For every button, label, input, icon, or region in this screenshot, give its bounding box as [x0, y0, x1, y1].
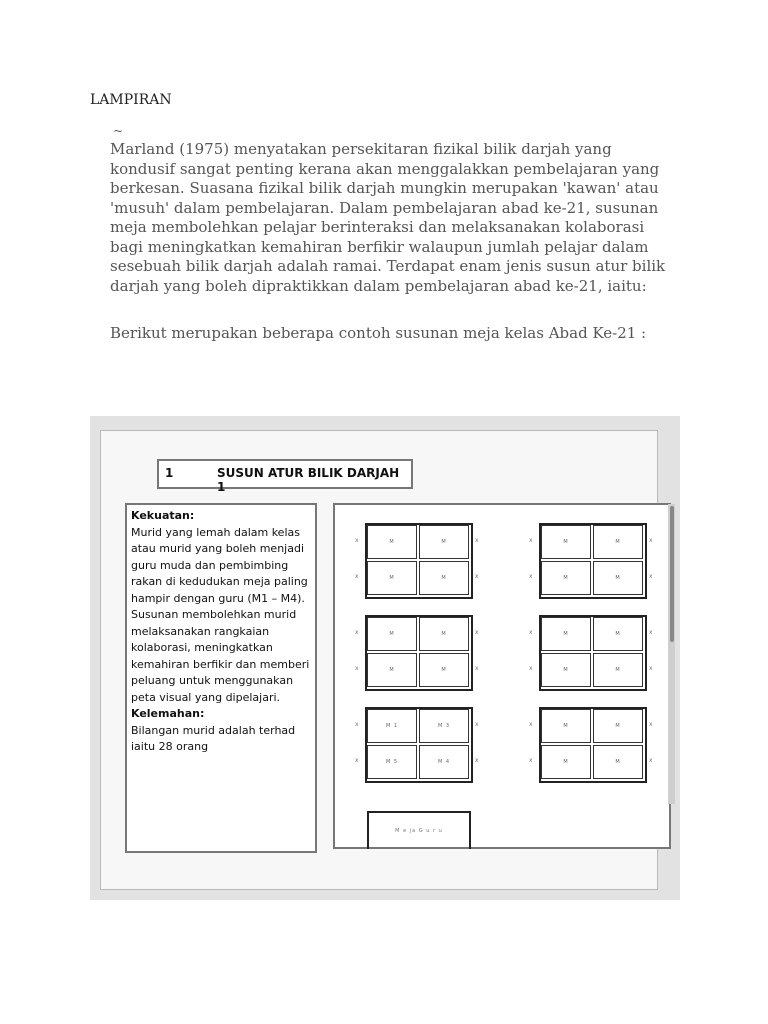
chair-mark: x: [529, 573, 533, 580]
desk-group: [365, 615, 473, 691]
student-seat: M: [419, 653, 469, 687]
chair-mark: x: [649, 757, 653, 764]
chair-mark: x: [475, 721, 479, 728]
figure-title-box: [157, 459, 413, 494]
strengths-text: Murid yang lemah dalam kelas atau murid yang boleh menjadi guru muda dan pembimbing rakan di kedudukan meja paling hampir dengan guru (M1 – M4). Susunan membolehkan murid melaksanakan rangkaian kolaborasi, meningkatkan kemahiran berfikir dan memberi peluang untuk menggunakan peta visual yang dipelajari.: [131, 525, 310, 704]
chair-mark: x: [475, 629, 479, 636]
student-seat: M: [541, 561, 591, 595]
figure-panel: [100, 430, 658, 890]
student-seat: M: [367, 525, 417, 559]
student-seat: M: [541, 617, 591, 651]
chair-mark: x: [355, 721, 359, 728]
student-seat: M 1: [367, 709, 417, 743]
desk-group: [539, 523, 647, 599]
chair-mark: x: [355, 573, 359, 580]
student-seat: M 4: [419, 745, 469, 779]
page-heading: LAMPIRAN: [90, 92, 172, 108]
chair-mark: x: [475, 573, 479, 580]
chair-mark: x: [529, 721, 533, 728]
student-seat: M 3: [419, 709, 469, 743]
strengths-label: Kekuatan:: [131, 509, 195, 522]
student-seat: M: [419, 525, 469, 559]
student-seat: M: [593, 653, 643, 687]
chair-mark: x: [355, 537, 359, 544]
intro-paragraph: Marland (1975) menyatakan persekitaran fizikal bilik darjah yang kondusif sangat penting kerana akan menggalakkan pembelajaran yang berkesan. Suasana fizikal bilik darjah mungkin merupakan 'kawan' atau 'musuh' dalam pembelajaran. Dalam pembelajaran abad ke-21, susunan meja membolehkan pelajar berinteraksi dan melaksanakan kolaborasi bagi meningkatkan kemahiran berfikir walaupun jumlah pelajar dalam sesebuah bilik darjah adalah ramai. Terdapat enam jenis susun atur bilik darjah yang boleh dipraktikkan dalam pembelajaran abad ke-21, iaitu:: [110, 140, 666, 295]
tilde-mark: ~: [113, 124, 124, 138]
description-box: [125, 503, 317, 853]
chair-mark: x: [649, 721, 653, 728]
student-seat: M: [419, 561, 469, 595]
student-seat: M: [367, 653, 417, 687]
student-seat: M: [541, 653, 591, 687]
classroom-plan: [333, 503, 671, 849]
layout-figure: [90, 416, 680, 900]
student-seat: M: [593, 561, 643, 595]
student-seat: M: [593, 709, 643, 743]
chair-mark: x: [649, 537, 653, 544]
weakness-text: Bilangan murid adalah terhad iaitu 28 orang: [131, 723, 296, 753]
figure-title: SUSUN ATUR BILIK DARJAH 1: [217, 466, 400, 494]
chair-mark: x: [529, 629, 533, 636]
chair-mark: x: [649, 629, 653, 636]
chair-mark: x: [649, 665, 653, 672]
student-seat: M 5: [367, 745, 417, 779]
student-seat: M: [367, 561, 417, 595]
chair-mark: x: [475, 665, 479, 672]
desk-group: [365, 707, 473, 783]
chair-mark: x: [649, 573, 653, 580]
scrollbar-thumb[interactable]: [670, 506, 674, 642]
chair-mark: x: [529, 757, 533, 764]
student-seat: M: [541, 525, 591, 559]
desk-group: [539, 707, 647, 783]
desk-group: [365, 523, 473, 599]
student-seat: M: [593, 745, 643, 779]
chair-mark: x: [475, 757, 479, 764]
student-seat: M: [593, 525, 643, 559]
figure-number: 1: [165, 466, 174, 480]
student-seat: M: [593, 617, 643, 651]
chair-mark: x: [355, 629, 359, 636]
desk-group: [539, 615, 647, 691]
student-seat: M: [367, 617, 417, 651]
chair-mark: x: [529, 665, 533, 672]
chair-mark: x: [355, 757, 359, 764]
chair-mark: x: [529, 537, 533, 544]
student-seat: M: [419, 617, 469, 651]
teacher-desk: M e ja G u r u: [367, 811, 471, 849]
chair-mark: x: [355, 665, 359, 672]
examples-paragraph: Berikut merupakan beberapa contoh susunan meja kelas Abad Ke-21 :: [110, 324, 647, 342]
chair-mark: x: [475, 537, 479, 544]
student-seat: M: [541, 709, 591, 743]
weakness-label: Kelemahan:: [131, 707, 205, 720]
student-seat: M: [541, 745, 591, 779]
